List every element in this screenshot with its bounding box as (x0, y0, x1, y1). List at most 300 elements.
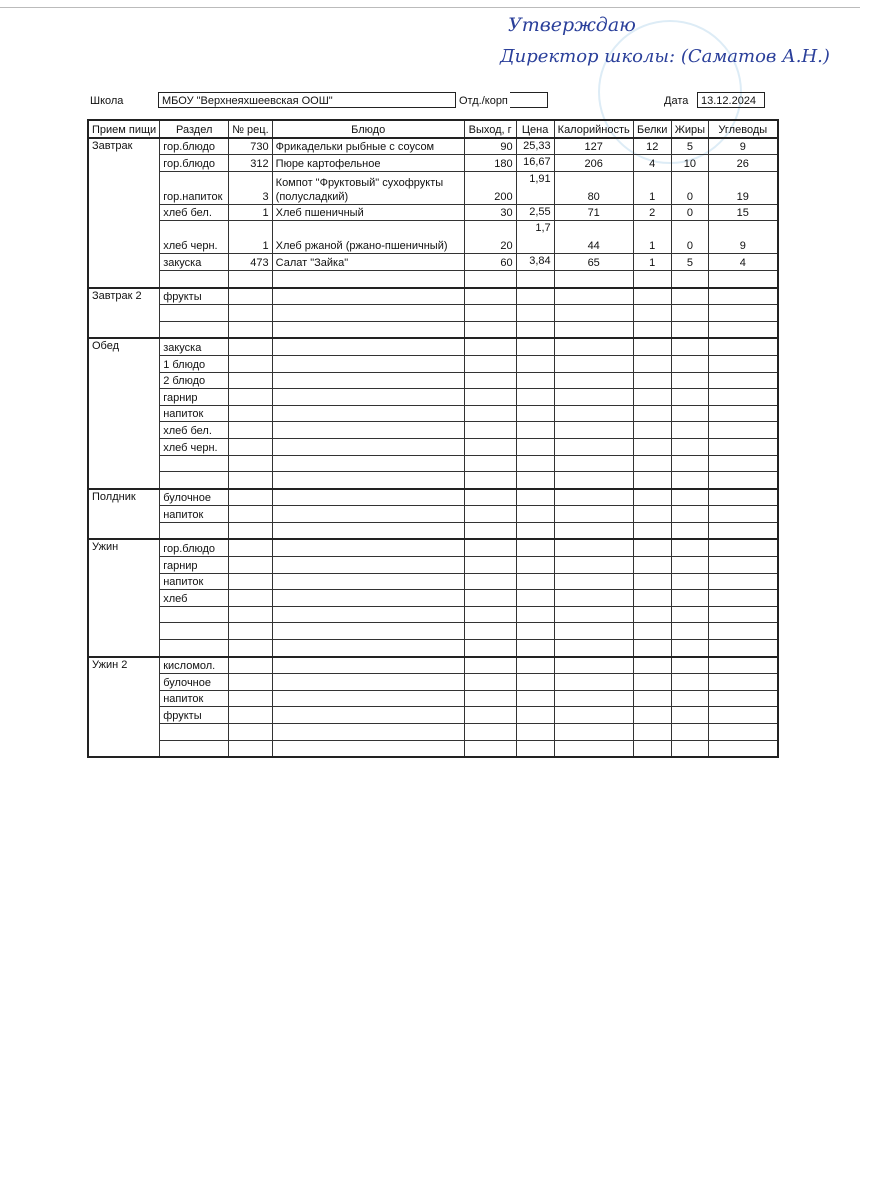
carbs-cell: 15 (709, 204, 778, 221)
dish-cell: Компот "Фруктовый" сухофрукты (полусладкий) (272, 171, 464, 204)
dish-cell (272, 522, 464, 539)
section-cell: 2 блюдо (160, 372, 229, 389)
table-row (88, 539, 778, 556)
yield-cell (464, 573, 516, 590)
protein-cell (633, 724, 671, 741)
fat-cell (671, 606, 708, 623)
fat-cell (671, 372, 708, 389)
carbs-cell (709, 422, 778, 439)
protein-cell (633, 472, 671, 489)
section-cell: хлеб бел. (160, 422, 229, 439)
price-cell (516, 355, 554, 372)
carbs-cell (709, 472, 778, 489)
column-header: Раздел (160, 120, 229, 138)
recipe-cell (229, 590, 272, 607)
fat-cell (671, 305, 708, 322)
protein-cell (633, 355, 671, 372)
kcal-cell (554, 270, 633, 287)
carbs-cell (709, 573, 778, 590)
kcal-cell (554, 489, 633, 506)
protein-cell (633, 740, 671, 757)
column-header: Жиры (671, 120, 708, 138)
recipe-cell (229, 270, 272, 287)
fat-cell (671, 288, 708, 305)
price-cell (516, 288, 554, 305)
section-cell: напиток (160, 405, 229, 422)
carbs-cell (709, 606, 778, 623)
fat-cell (671, 472, 708, 489)
table-row (88, 438, 778, 455)
price-cell (516, 690, 554, 707)
yield-cell (464, 489, 516, 506)
carbs-cell (709, 355, 778, 372)
fat-cell (671, 355, 708, 372)
dish-cell (272, 724, 464, 741)
yield-cell (464, 506, 516, 523)
protein-cell (633, 539, 671, 556)
fat-cell: 0 (671, 171, 708, 204)
kcal-cell (554, 389, 633, 406)
dish-cell (272, 606, 464, 623)
table-row (88, 204, 778, 221)
yield-cell (464, 640, 516, 657)
table-row (88, 270, 778, 287)
recipe-cell (229, 422, 272, 439)
carbs-cell (709, 707, 778, 724)
fat-cell (671, 321, 708, 338)
section-cell (160, 321, 229, 338)
recipe-cell (229, 539, 272, 556)
kcal-cell (554, 557, 633, 574)
section-cell (160, 305, 229, 322)
price-cell (516, 674, 554, 691)
dish-cell (272, 506, 464, 523)
yield-cell (464, 405, 516, 422)
dept-label: Отд./корп (459, 95, 508, 107)
price-cell (516, 539, 554, 556)
dish-cell (272, 321, 464, 338)
date-label: Дата (664, 95, 689, 107)
yield-cell (464, 623, 516, 640)
recipe-cell (229, 472, 272, 489)
recipe-cell: 1 (229, 204, 272, 221)
protein-cell (633, 640, 671, 657)
meal-cell: Завтрак (88, 138, 160, 288)
carbs-cell (709, 623, 778, 640)
yield-cell (464, 740, 516, 757)
section-cell: хлеб черн. (160, 438, 229, 455)
price-cell: 3,84 (516, 254, 554, 271)
fat-cell (671, 657, 708, 674)
table-row (88, 657, 778, 674)
kcal-cell: 206 (554, 155, 633, 172)
price-cell (516, 305, 554, 322)
yield-cell (464, 590, 516, 607)
section-cell (160, 472, 229, 489)
fat-cell (671, 573, 708, 590)
price-cell (516, 489, 554, 506)
protein-cell (633, 389, 671, 406)
yield-cell (464, 438, 516, 455)
recipe-cell (229, 657, 272, 674)
recipe-cell (229, 305, 272, 322)
section-cell: напиток (160, 690, 229, 707)
kcal-cell (554, 539, 633, 556)
protein-cell (633, 422, 671, 439)
carbs-cell (709, 489, 778, 506)
kcal-cell (554, 355, 633, 372)
price-cell (516, 724, 554, 741)
dish-cell (272, 338, 464, 355)
table-row (88, 724, 778, 741)
table-row (88, 321, 778, 338)
recipe-cell (229, 557, 272, 574)
yield-cell: 60 (464, 254, 516, 271)
price-cell (516, 506, 554, 523)
section-cell: закуска (160, 338, 229, 355)
fat-cell (671, 438, 708, 455)
table-row (88, 171, 778, 204)
dish-cell (272, 438, 464, 455)
yield-cell (464, 657, 516, 674)
dish-cell (272, 288, 464, 305)
dish-cell (272, 422, 464, 439)
table-row (88, 640, 778, 657)
kcal-cell (554, 707, 633, 724)
yield-cell (464, 305, 516, 322)
recipe-cell (229, 288, 272, 305)
protein-cell: 1 (633, 254, 671, 271)
fat-cell (671, 724, 708, 741)
kcal-cell: 44 (554, 221, 633, 254)
protein-cell: 1 (633, 171, 671, 204)
section-cell: 1 блюдо (160, 355, 229, 372)
kcal-cell: 127 (554, 138, 633, 155)
column-header: Углеводы (709, 120, 778, 138)
carbs-cell (709, 405, 778, 422)
table-row (88, 557, 778, 574)
carbs-cell (709, 690, 778, 707)
fat-cell (671, 338, 708, 355)
meal-cell: Ужин (88, 539, 160, 656)
recipe-cell (229, 724, 272, 741)
protein-cell (633, 270, 671, 287)
yield-cell (464, 557, 516, 574)
recipe-cell (229, 606, 272, 623)
column-header: Выход, г (464, 120, 516, 138)
price-cell (516, 405, 554, 422)
kcal-cell (554, 472, 633, 489)
meal-cell: Завтрак 2 (88, 288, 160, 339)
price-cell (516, 438, 554, 455)
recipe-cell (229, 489, 272, 506)
carbs-cell: 19 (709, 171, 778, 204)
carbs-cell (709, 522, 778, 539)
section-cell: напиток (160, 573, 229, 590)
kcal-cell (554, 422, 633, 439)
table-row (88, 221, 778, 254)
section-cell: гор.блюдо (160, 138, 229, 155)
dish-cell (272, 389, 464, 406)
kcal-cell: 80 (554, 171, 633, 204)
yield-cell: 20 (464, 221, 516, 254)
dish-cell (272, 640, 464, 657)
price-cell (516, 640, 554, 657)
yield-cell: 200 (464, 171, 516, 204)
column-header: № рец. (229, 120, 272, 138)
price-cell (516, 707, 554, 724)
table-row (88, 372, 778, 389)
dish-cell: Фрикадельки рыбные с соусом (272, 138, 464, 155)
price-cell (516, 455, 554, 472)
yield-cell (464, 355, 516, 372)
carbs-cell: 9 (709, 221, 778, 254)
fat-cell (671, 590, 708, 607)
price-cell (516, 389, 554, 406)
protein-cell (633, 405, 671, 422)
carbs-cell (709, 724, 778, 741)
dish-cell: Хлеб пшеничный (272, 204, 464, 221)
carbs-cell (709, 539, 778, 556)
dish-cell (272, 405, 464, 422)
price-cell (516, 573, 554, 590)
section-cell (160, 740, 229, 757)
table-row (88, 389, 778, 406)
yield-cell (464, 455, 516, 472)
protein-cell: 12 (633, 138, 671, 155)
menu-table (87, 119, 779, 758)
protein-cell (633, 557, 671, 574)
yield-cell (464, 338, 516, 355)
table-row (88, 522, 778, 539)
column-header: Блюдо (272, 120, 464, 138)
meal-cell: Обед (88, 338, 160, 488)
recipe-cell (229, 707, 272, 724)
recipe-cell: 3 (229, 171, 272, 204)
yield-cell (464, 674, 516, 691)
section-cell (160, 455, 229, 472)
table-row (88, 405, 778, 422)
carbs-cell (709, 657, 778, 674)
recipe-cell (229, 372, 272, 389)
carbs-cell (709, 640, 778, 657)
kcal-cell (554, 657, 633, 674)
table-row (88, 690, 778, 707)
yield-cell (464, 606, 516, 623)
protein-cell (633, 455, 671, 472)
fat-cell (671, 506, 708, 523)
carbs-cell: 4 (709, 254, 778, 271)
dish-cell (272, 355, 464, 372)
fat-cell (671, 455, 708, 472)
fat-cell (671, 405, 708, 422)
section-cell: фрукты (160, 707, 229, 724)
yield-cell (464, 321, 516, 338)
table-row (88, 606, 778, 623)
column-header: Калорийность (554, 120, 633, 138)
carbs-cell: 26 (709, 155, 778, 172)
dish-cell: Пюре картофельное (272, 155, 464, 172)
meal-cell: Полдник (88, 489, 160, 540)
recipe-cell (229, 623, 272, 640)
kcal-cell: 65 (554, 254, 633, 271)
recipe-cell (229, 355, 272, 372)
carbs-cell: 9 (709, 138, 778, 155)
table-row (88, 472, 778, 489)
price-cell: 2,55 (516, 204, 554, 221)
fat-cell: 5 (671, 138, 708, 155)
fat-cell (671, 674, 708, 691)
carbs-cell (709, 740, 778, 757)
table-row (88, 288, 778, 305)
table-row (88, 489, 778, 506)
kcal-cell (554, 674, 633, 691)
section-cell: напиток (160, 506, 229, 523)
table-row (88, 422, 778, 439)
recipe-cell: 312 (229, 155, 272, 172)
dish-cell (272, 270, 464, 287)
price-cell (516, 522, 554, 539)
column-header: Прием пищи (88, 120, 160, 138)
dish-cell (272, 472, 464, 489)
kcal-cell (554, 338, 633, 355)
yield-cell (464, 389, 516, 406)
recipe-cell (229, 438, 272, 455)
kcal-cell (554, 724, 633, 741)
section-cell: гор.напиток (160, 171, 229, 204)
carbs-cell (709, 305, 778, 322)
kcal-cell (554, 740, 633, 757)
section-cell (160, 640, 229, 657)
carbs-cell (709, 270, 778, 287)
recipe-cell: 1 (229, 221, 272, 254)
price-cell (516, 472, 554, 489)
kcal-cell (554, 288, 633, 305)
section-cell: гор.блюдо (160, 155, 229, 172)
table-row (88, 740, 778, 757)
approval-line-2: Директор школы: (Саматов А.Н.) (500, 46, 830, 67)
fat-cell (671, 422, 708, 439)
yield-cell: 90 (464, 138, 516, 155)
protein-cell (633, 690, 671, 707)
dish-cell (272, 623, 464, 640)
fat-cell (671, 707, 708, 724)
dish-cell (272, 707, 464, 724)
yield-cell (464, 539, 516, 556)
school-label: Школа (90, 95, 124, 107)
fat-cell (671, 690, 708, 707)
price-cell: 1,91 (516, 171, 554, 204)
yield-cell (464, 270, 516, 287)
fat-cell: 5 (671, 254, 708, 271)
dish-cell (272, 305, 464, 322)
dish-cell (272, 372, 464, 389)
dish-cell (272, 539, 464, 556)
kcal-cell (554, 405, 633, 422)
section-cell: хлеб (160, 590, 229, 607)
dish-cell (272, 455, 464, 472)
price-cell (516, 321, 554, 338)
dish-cell (272, 674, 464, 691)
protein-cell (633, 522, 671, 539)
school-field: МБОУ "Верхнеяхшеевская ООШ" (158, 92, 456, 108)
table-row (88, 254, 778, 271)
recipe-cell (229, 455, 272, 472)
dish-cell (272, 489, 464, 506)
section-cell (160, 606, 229, 623)
table-row (88, 355, 778, 372)
dish-cell: Хлеб ржаной (ржано-пшеничный) (272, 221, 464, 254)
recipe-cell (229, 506, 272, 523)
fat-cell (671, 539, 708, 556)
price-cell (516, 657, 554, 674)
kcal-cell (554, 506, 633, 523)
column-header: Цена (516, 120, 554, 138)
table-row (88, 305, 778, 322)
kcal-cell (554, 522, 633, 539)
meal-cell: Ужин 2 (88, 657, 160, 758)
carbs-cell (709, 455, 778, 472)
fat-cell (671, 389, 708, 406)
price-cell (516, 740, 554, 757)
table-row (88, 674, 778, 691)
dish-cell (272, 657, 464, 674)
protein-cell (633, 707, 671, 724)
kcal-cell (554, 606, 633, 623)
kcal-cell (554, 590, 633, 607)
fat-cell (671, 557, 708, 574)
yield-cell: 30 (464, 204, 516, 221)
price-cell: 1,7 (516, 221, 554, 254)
price-cell (516, 270, 554, 287)
carbs-cell (709, 321, 778, 338)
yield-cell (464, 472, 516, 489)
recipe-cell: 473 (229, 254, 272, 271)
table-row (88, 573, 778, 590)
kcal-cell (554, 321, 633, 338)
kcal-cell (554, 573, 633, 590)
price-cell: 25,33 (516, 138, 554, 155)
carbs-cell (709, 674, 778, 691)
protein-cell: 2 (633, 204, 671, 221)
table-header (88, 120, 778, 138)
recipe-cell: 730 (229, 138, 272, 155)
table-row (88, 623, 778, 640)
carbs-cell (709, 557, 778, 574)
fat-cell (671, 489, 708, 506)
recipe-cell (229, 522, 272, 539)
table-row (88, 155, 778, 172)
price-cell: 16,67 (516, 155, 554, 172)
column-header: Белки (633, 120, 671, 138)
recipe-cell (229, 674, 272, 691)
dept-field (510, 92, 548, 108)
yield-cell (464, 522, 516, 539)
table-row (88, 455, 778, 472)
section-cell: хлеб черн. (160, 221, 229, 254)
kcal-cell (554, 438, 633, 455)
section-cell: гарнир (160, 389, 229, 406)
yield-cell (464, 707, 516, 724)
fat-cell: 10 (671, 155, 708, 172)
yield-cell (464, 724, 516, 741)
fat-cell: 0 (671, 221, 708, 254)
protein-cell: 1 (633, 221, 671, 254)
fat-cell (671, 740, 708, 757)
table-row (88, 506, 778, 523)
dish-cell (272, 740, 464, 757)
section-cell: булочное (160, 674, 229, 691)
